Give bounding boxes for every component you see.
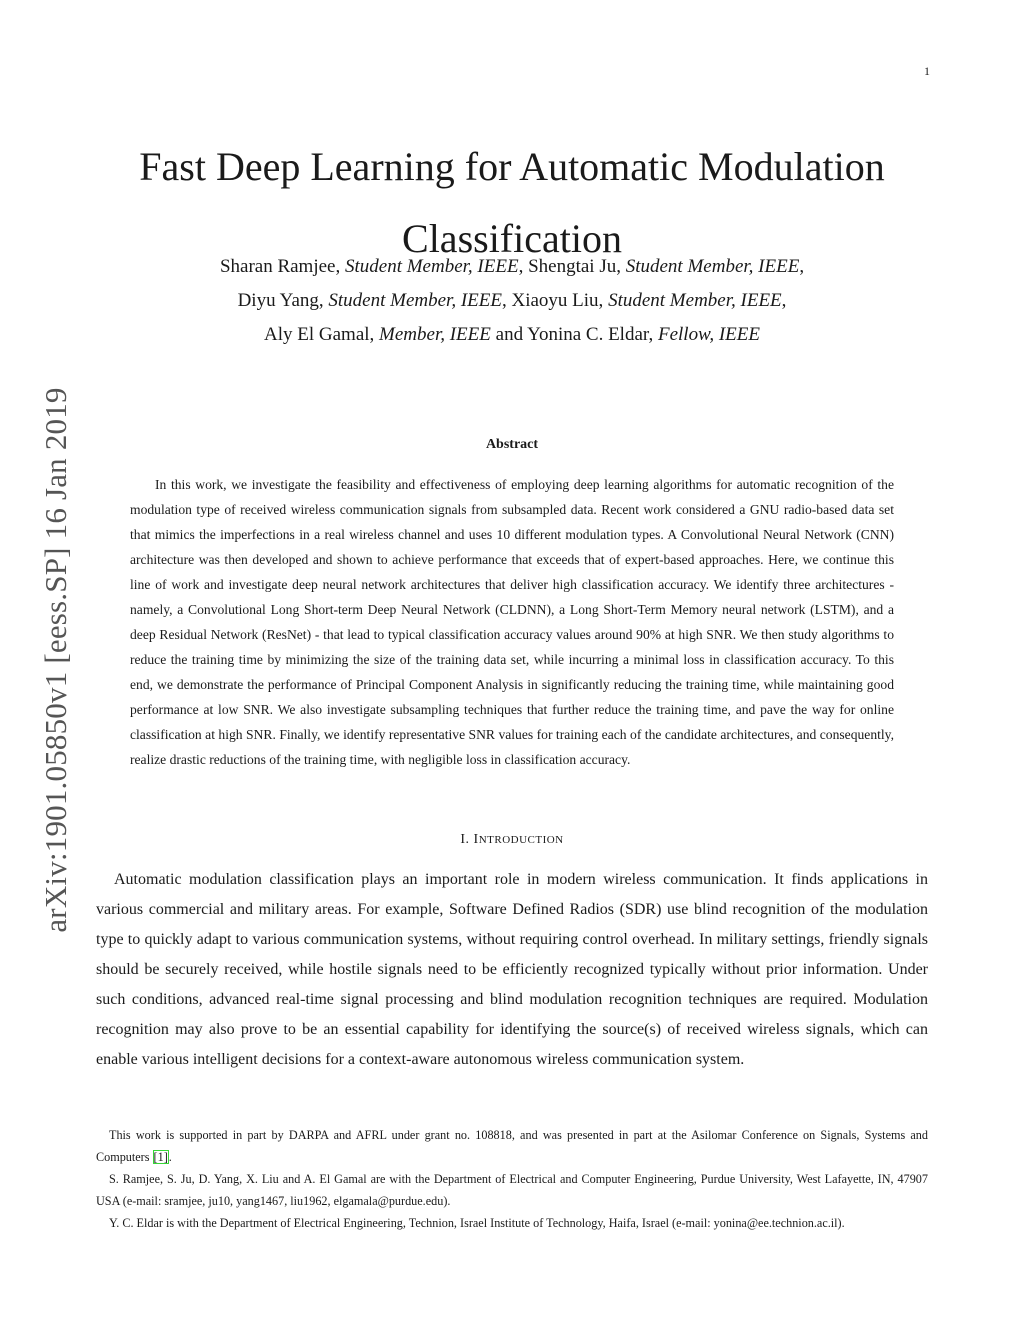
author-role: Student Member, IEEE bbox=[328, 290, 502, 311]
footnote-affiliation-purdue: S. Ramjee, S. Ju, D. Yang, X. Liu and A. El Gamal are with the Department of Electrical and Computer Engineering, Purdue University, West Lafayette, IN, 47907 USA (e-mail: sramjee, ju10, yang1467, liu1962, elgamala@purdue.edu). bbox=[96, 1172, 928, 1208]
section-heading-introduction bbox=[96, 832, 928, 848]
author-name: , Shengtai Ju, bbox=[518, 256, 621, 277]
author-line-2 bbox=[96, 284, 928, 318]
arxiv-stamp: arXiv:1901.05850v1 [eess.SP] 16 Jan 2019 bbox=[38, 387, 73, 933]
author-line-1 bbox=[96, 250, 928, 284]
author-name: Sharan Ramjee, bbox=[219, 256, 341, 277]
footnote-affiliation-technion: Y. C. Eldar is with the Department of Electrical Engineering, Technion, Israel Institute of Technology, Haifa, Israel (e-mail: yonina@ee.technion.ac.il). bbox=[109, 1216, 845, 1230]
author-role: Student Member, IEEE bbox=[608, 290, 782, 311]
author-role: Student Member, IEEE bbox=[625, 256, 800, 277]
footnote-text: This work is supported in part by DARPA and AFRL under grant no. 108818, and was presented in part at the Asilomar Conference on Signals, Systems and Computers bbox=[96, 1128, 928, 1164]
author-role: Fellow, IEEE bbox=[657, 324, 760, 345]
footnote-funding bbox=[96, 1124, 928, 1168]
author-role: Member, IEEE bbox=[379, 324, 491, 345]
paper-title: Fast Deep Learning for Automatic Modulation Classification bbox=[139, 143, 885, 261]
author-role: Student Member, IEEE bbox=[344, 256, 519, 277]
author-name: , Xiaoyu Liu, bbox=[501, 290, 604, 311]
page-number: 1 bbox=[924, 64, 930, 78]
punctuation: , bbox=[799, 256, 805, 277]
author-name: and Yonina C. Eldar, bbox=[495, 324, 654, 345]
punctuation: , bbox=[781, 290, 787, 311]
punctuation: . bbox=[168, 1150, 172, 1164]
citation-link[interactable]: [1] bbox=[153, 1150, 168, 1164]
author-name: Aly El Gamal, bbox=[264, 324, 375, 345]
author-list bbox=[96, 250, 928, 352]
section-number: I. bbox=[460, 832, 470, 847]
author-name: Diyu Yang, bbox=[237, 290, 324, 311]
abstract-text: In this work, we investigate the feasibility and effectiveness of employing deep learning algorithms for automatic recognition of the modulation type of received wireless communication signals from subsampled data. Recent work considered a GNU radio-based data set that mimics the imperfections in a real wireless channel and uses 10 different modulation types. A Convolutional Neural Network (CNN) architecture was then developed and shown to achieve performance that exceeds that of expert-based approaches. Here, we continue this line of work and investigate deep neural network architectures that deliver high classification accuracy. We identify three architectures - namely, a Convolutional Long Short-term Deep Neural Network (CLDNN), a Long Short-Term Memory neural network (LSTM), and a deep Residual Network (ResNet) - that lead to typical classification accuracy values around 90% at high SNR. We then study algorithms to reduce the training time by minimizing the size of the training data set, while incurring a minimal loss in classification accuracy. To this end, we demonstrate the performance of Principal Component Analysis in significantly reducing the training time, while maintaining good performance at low SNR. We also investigate subsampling techniques that further reduce the training time, and pave the way for online classification at high SNR. Finally, we identify representative SNR values for training each of the candidate architectures, and consequently, realize drastic reductions of the training time, with negligible loss in classification accuracy. bbox=[130, 477, 894, 767]
author-line-3 bbox=[96, 318, 928, 352]
introduction-paragraph: Automatic modulation classification plays an important role in modern wireless communication. It finds applications in various commercial and military areas. For example, Software Defined Radios (SDR) use blind recognition of the modulation type to quickly adapt to various communication systems, without requiring control overhead. In military settings, friendly signals should be securely received, while hostile signals need to be efficiently recognized typically without prior information. Under such conditions, advanced real-time signal processing and blind modulation recognition techniques are required. Modulation recognition may also prove to be an essential capability for identifying the source(s) of received wireless signals, which can enable various intelligent decisions for a context-aware autonomous wireless communication system. bbox=[96, 871, 928, 1068]
footnotes bbox=[96, 1124, 928, 1234]
section-title-initial: I bbox=[473, 832, 479, 847]
arxiv-sidebar bbox=[38, 360, 73, 960]
section-title-smallcaps: NTRODUCTION bbox=[478, 834, 564, 846]
abstract-heading: Abstract bbox=[485, 437, 539, 452]
section-title bbox=[474, 832, 564, 847]
